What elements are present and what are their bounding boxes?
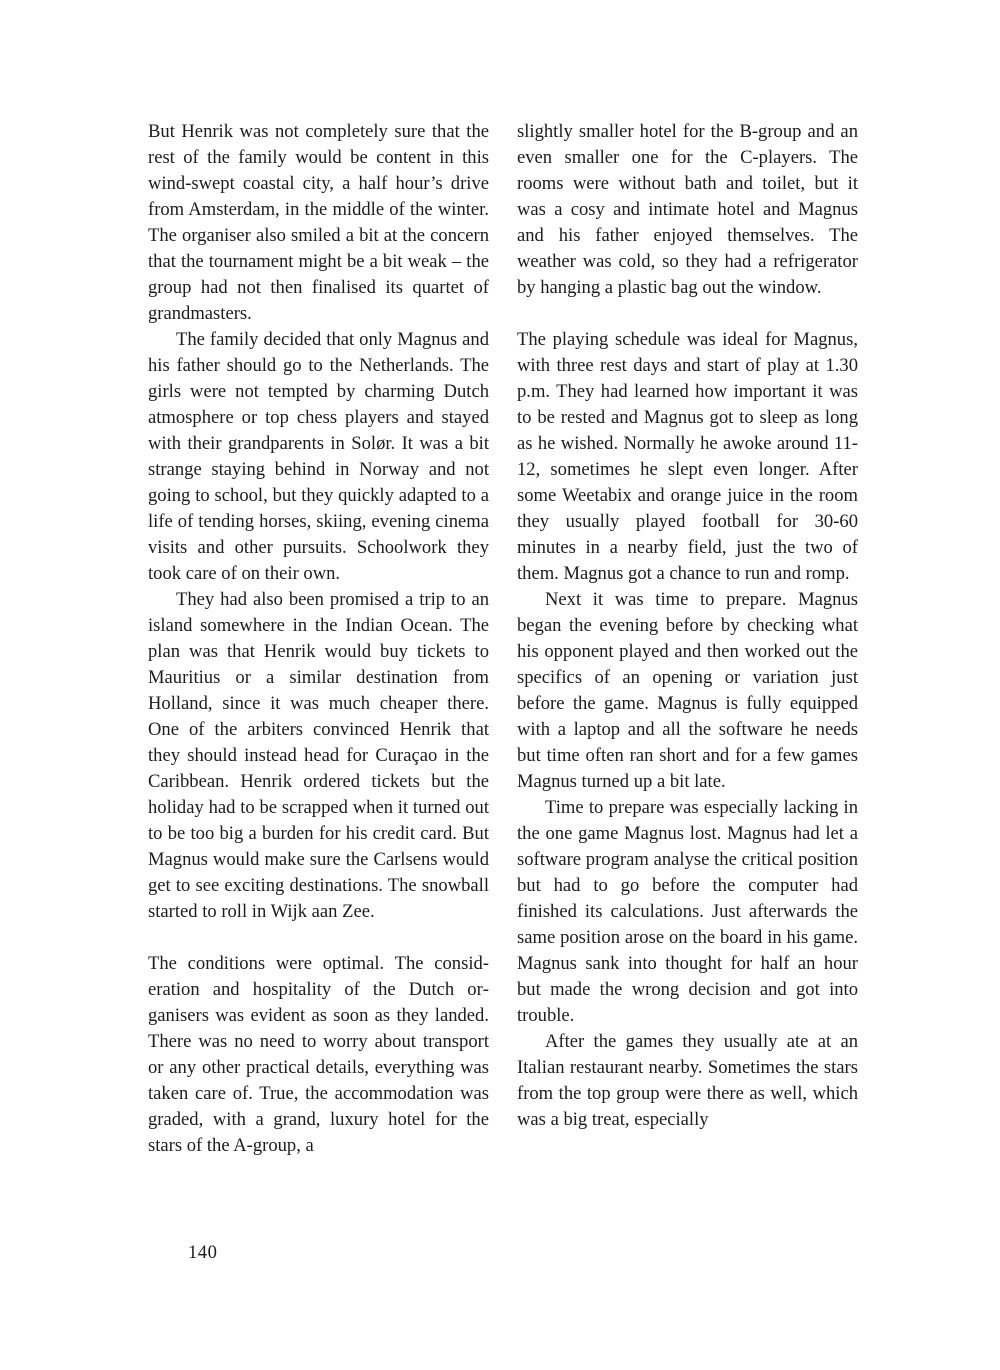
paragraph-lost-game: Time to prepare was especially lacking in the one game Magnus lost. Magnus had let a software program analyse the critical position but had to go before the computer had finished its calculations. Just afterwards the same position arose on the board in his game. Magnus sank into thought for half an hour but made the wrong decision and got into trouble. [517, 797, 858, 1026]
paragraph-family-concern: But Henrik was not completely sure that the rest of the family would be content in this wind-swept coastal city, a half hour’s drive from Amsterdam, in the middle of the winter. The organiser also smiled a bit at the concern that the tournament might be a bit weak – the group had not then finalised its quartet of grandmasters. [148, 121, 489, 324]
paragraph-preparation: Next it was time to prepare. Magnus began the evening before by checking what his opponent played and then worked out the specifics of an opening or variation just before the game. Magnus is fully equipped with a laptop and all the software he needs but time often ran short and for a few games Magnus turned up a bit late. [517, 589, 858, 792]
page-number: 140 [188, 1242, 218, 1263]
paragraph-island-trip: They had also been promised a trip to an island somewhere in the Indian Ocean. The plan was that Henrik would buy tickets to Mauritius or a similar destination from Holland, since it was much cheaper there. One of the arbiters convinced Henrik that they should instead head for Curaçao in the Caribbean. Henrik ordered tickets but the holiday had to be scrapped when it turned out to be too big a burden for his credit card. But Magnus would make sure the Carlsens would get to see exciting destinations. The snowball started to roll in Wijk aan Zee. [148, 589, 489, 922]
paragraph-conditions: The conditions were optimal. The consideration and hospitality of the Dutch organisers was evident as soon as they landed. There was no need to worry about transport or any other practical details, everything was taken care of. True, the accommodation was graded, with a grand, luxury hotel for the stars of the A-group, a [148, 953, 489, 1156]
paragraph-travel-decision: The family decided that only Magnus and his father should go to the Netherlands. The girls were not tempted by charming Dutch atmosphere or top chess players and stayed with their grandparents in Solør. It was a bit strange staying behind in Norway and not going to school, but they quickly adapted to a life of tending horses, skiing, evening cinema visits and other pursuits. Schoolwork they took care of on their own. [148, 329, 489, 584]
paragraph-restaurant: After the games they usually ate at an Italian restaurant nearby. Sometimes the stars from the top group were there as well, which was a big treat, especially [517, 1031, 858, 1130]
left-text-column [148, 119, 489, 1159]
paragraph-playing-schedule: The playing schedule was ideal for Magnus, with three rest days and start of play at 1.30 p.m. They had learned how important it was to be rested and Magnus got to sleep as long as he wished. Normally he awoke around 11-12, sometimes he slept even longer. After some Weetabix and orange juice in the room they usually played football for 30-60 minutes in a nearby field, just the two of them. Magnus got a chance to run and romp. [517, 329, 858, 584]
paragraph-hotel: slightly smaller hotel for the B-group and an even smaller one for the C-players. The rooms were without bath and toilet, but it was a cosy and intimate hotel and Magnus and his father enjoyed themselves. The weather was cold, so they had a refrigerator by hanging a plastic bag out the window. [517, 121, 858, 298]
right-text-column [517, 119, 858, 1133]
